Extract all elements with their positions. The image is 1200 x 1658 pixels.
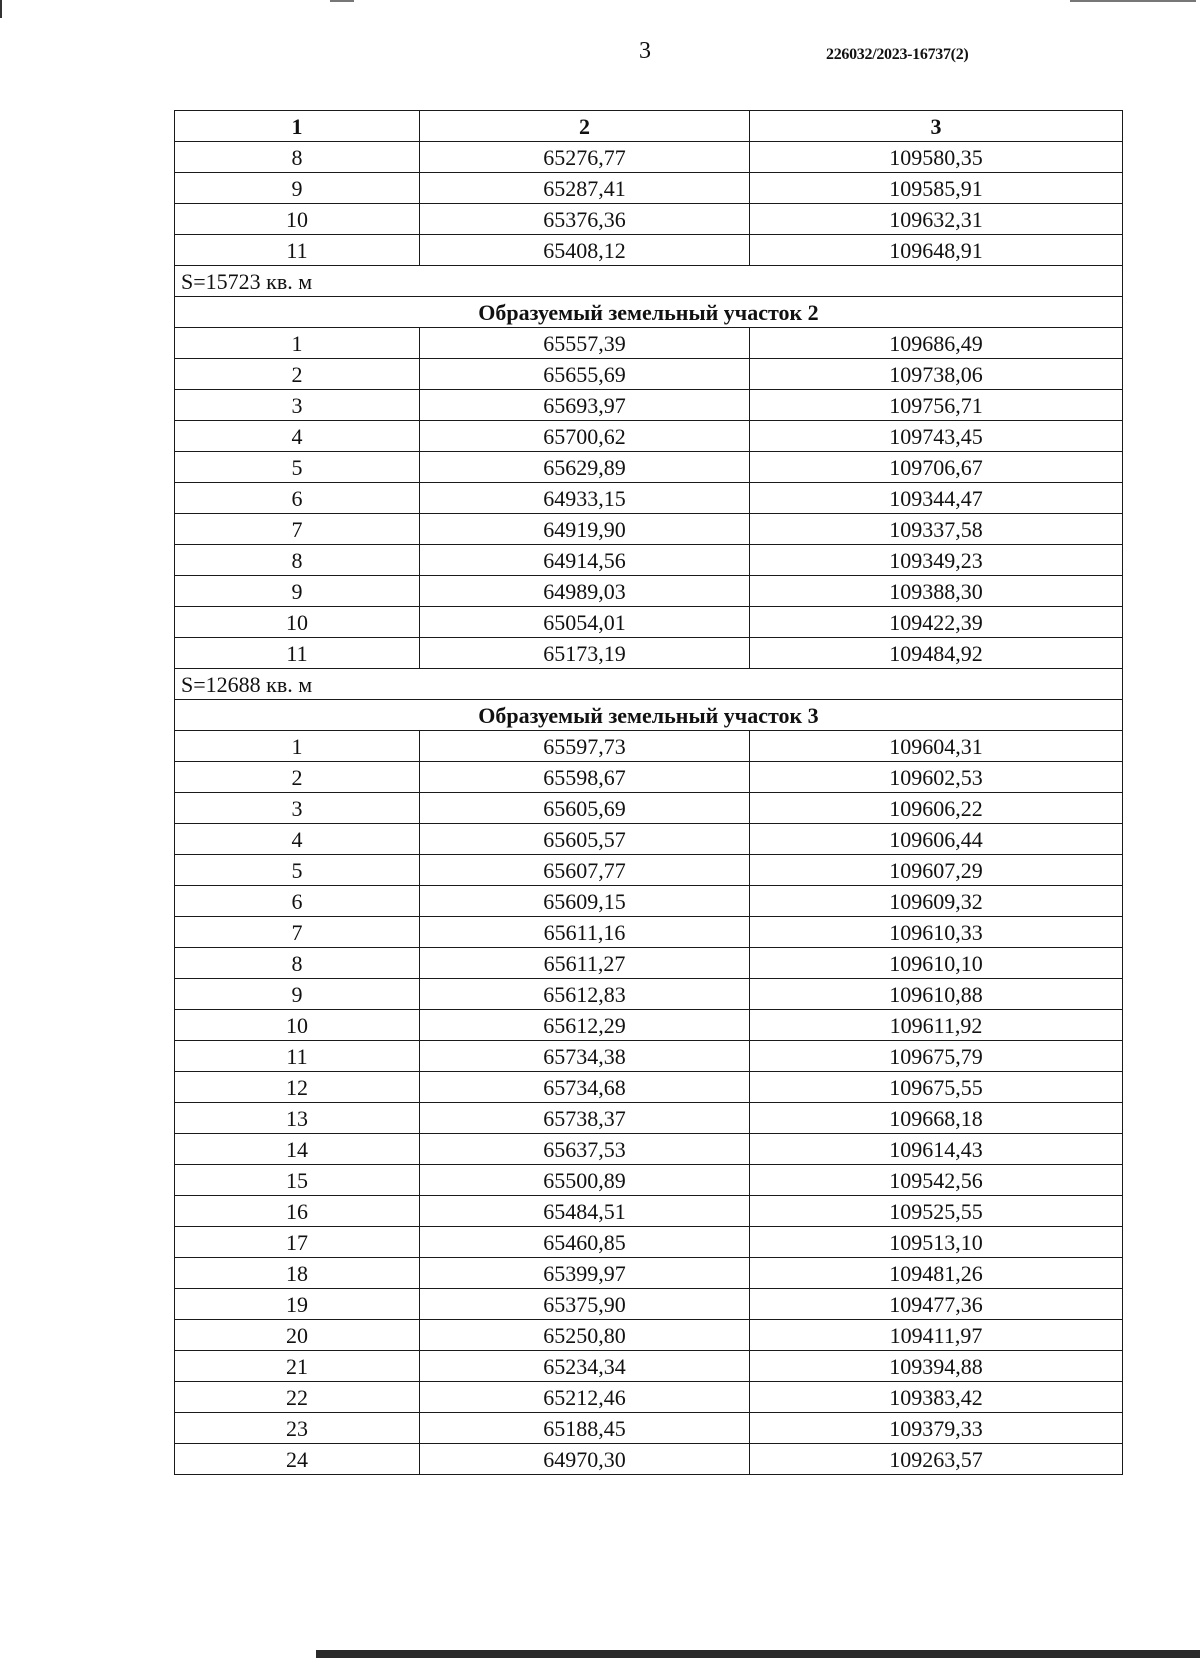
x-coordinate-cell: 65612,29	[420, 1010, 750, 1041]
table-row	[175, 886, 1123, 917]
x-coordinate-cell: 65605,69	[420, 793, 750, 824]
x-coordinate-cell: 65734,38	[420, 1041, 750, 1072]
y-coordinate-cell: 109611,92	[750, 1010, 1123, 1041]
table-row	[175, 1258, 1123, 1289]
table-row	[175, 917, 1123, 948]
point-number-cell: 2	[175, 359, 420, 390]
y-coordinate-cell: 109606,22	[750, 793, 1123, 824]
x-coordinate-cell: 64933,15	[420, 483, 750, 514]
y-coordinate-cell: 109675,79	[750, 1041, 1123, 1072]
x-coordinate-cell: 65734,68	[420, 1072, 750, 1103]
table-row	[175, 421, 1123, 452]
table-row	[175, 452, 1123, 483]
y-coordinate-cell: 109756,71	[750, 390, 1123, 421]
y-coordinate-cell: 109349,23	[750, 545, 1123, 576]
y-coordinate-cell: 109675,55	[750, 1072, 1123, 1103]
y-coordinate-cell: 109648,91	[750, 235, 1123, 266]
page-number: 3	[639, 38, 651, 64]
y-coordinate-cell: 109344,47	[750, 483, 1123, 514]
point-number-cell: 11	[175, 235, 420, 266]
y-coordinate-cell: 109610,33	[750, 917, 1123, 948]
table-row	[175, 235, 1123, 266]
column-header: 1	[175, 111, 420, 142]
point-number-cell: 9	[175, 979, 420, 1010]
y-coordinate-cell: 109668,18	[750, 1103, 1123, 1134]
table-row	[175, 1227, 1123, 1258]
y-coordinate-cell: 109481,26	[750, 1258, 1123, 1289]
table-row	[175, 328, 1123, 359]
table-row	[175, 1165, 1123, 1196]
x-coordinate-cell: 64919,90	[420, 514, 750, 545]
point-number-cell: 7	[175, 917, 420, 948]
y-coordinate-cell: 109604,31	[750, 731, 1123, 762]
point-number-cell: 4	[175, 824, 420, 855]
point-number-cell: 8	[175, 545, 420, 576]
point-number-cell: 10	[175, 607, 420, 638]
table-row	[175, 948, 1123, 979]
point-number-cell: 5	[175, 855, 420, 886]
table-row	[175, 1382, 1123, 1413]
point-number-cell: 1	[175, 731, 420, 762]
point-number-cell: 2	[175, 762, 420, 793]
table-row	[175, 638, 1123, 669]
point-number-cell: 3	[175, 390, 420, 421]
x-coordinate-cell: 64970,30	[420, 1444, 750, 1475]
area-cell: S=15723 кв. м	[175, 266, 1123, 297]
scan-artifact-bottom-bar	[316, 1650, 1200, 1658]
column-header: 2	[420, 111, 750, 142]
y-coordinate-cell: 109379,33	[750, 1413, 1123, 1444]
x-coordinate-cell: 65700,62	[420, 421, 750, 452]
table-row	[175, 514, 1123, 545]
scan-artifact	[0, 0, 2, 18]
point-number-cell: 6	[175, 483, 420, 514]
point-number-cell: 15	[175, 1165, 420, 1196]
table-row	[175, 204, 1123, 235]
x-coordinate-cell: 65212,46	[420, 1382, 750, 1413]
table-row	[175, 483, 1123, 514]
table-row	[175, 793, 1123, 824]
table-row	[175, 762, 1123, 793]
point-number-cell: 20	[175, 1320, 420, 1351]
table-row	[175, 731, 1123, 762]
point-number-cell: 9	[175, 173, 420, 204]
y-coordinate-cell: 109738,06	[750, 359, 1123, 390]
table-row	[175, 1351, 1123, 1382]
point-number-cell: 3	[175, 793, 420, 824]
x-coordinate-cell: 65607,77	[420, 855, 750, 886]
table-row	[175, 1320, 1123, 1351]
table-row	[175, 1103, 1123, 1134]
coordinates-table-container	[174, 110, 1122, 1475]
point-number-cell: 6	[175, 886, 420, 917]
document-id: 226032/2023-16737(2)	[826, 46, 969, 63]
coordinates-table-body	[175, 111, 1123, 1475]
x-coordinate-cell: 65637,53	[420, 1134, 750, 1165]
x-coordinate-cell: 65408,12	[420, 235, 750, 266]
x-coordinate-cell: 65376,36	[420, 204, 750, 235]
y-coordinate-cell: 109706,67	[750, 452, 1123, 483]
x-coordinate-cell: 65738,37	[420, 1103, 750, 1134]
x-coordinate-cell: 65557,39	[420, 328, 750, 359]
scan-artifact	[330, 0, 354, 2]
point-number-cell: 21	[175, 1351, 420, 1382]
point-number-cell: 17	[175, 1227, 420, 1258]
y-coordinate-cell: 109422,39	[750, 607, 1123, 638]
section-heading-cell: Образуемый земельный участок 3	[175, 700, 1123, 731]
point-number-cell: 10	[175, 204, 420, 235]
section-heading-cell: Образуемый земельный участок 2	[175, 297, 1123, 328]
x-coordinate-cell: 64989,03	[420, 576, 750, 607]
y-coordinate-cell: 109411,97	[750, 1320, 1123, 1351]
table-header-row	[175, 111, 1123, 142]
area-cell: S=12688 кв. м	[175, 669, 1123, 700]
point-number-cell: 4	[175, 421, 420, 452]
x-coordinate-cell: 65054,01	[420, 607, 750, 638]
x-coordinate-cell: 65234,34	[420, 1351, 750, 1382]
coordinates-table	[174, 110, 1123, 1475]
y-coordinate-cell: 109542,56	[750, 1165, 1123, 1196]
table-row	[175, 1289, 1123, 1320]
section-heading-row	[175, 297, 1123, 328]
table-row	[175, 1134, 1123, 1165]
table-row	[175, 173, 1123, 204]
x-coordinate-cell: 65655,69	[420, 359, 750, 390]
x-coordinate-cell: 65399,97	[420, 1258, 750, 1289]
y-coordinate-cell: 109585,91	[750, 173, 1123, 204]
point-number-cell: 24	[175, 1444, 420, 1475]
point-number-cell: 11	[175, 638, 420, 669]
y-coordinate-cell: 109580,35	[750, 142, 1123, 173]
table-row	[175, 1196, 1123, 1227]
section-heading-row	[175, 700, 1123, 731]
x-coordinate-cell: 65173,19	[420, 638, 750, 669]
x-coordinate-cell: 65500,89	[420, 1165, 750, 1196]
point-number-cell: 5	[175, 452, 420, 483]
table-row	[175, 545, 1123, 576]
point-number-cell: 8	[175, 948, 420, 979]
point-number-cell: 8	[175, 142, 420, 173]
y-coordinate-cell: 109609,32	[750, 886, 1123, 917]
point-number-cell: 23	[175, 1413, 420, 1444]
table-row	[175, 1010, 1123, 1041]
table-row	[175, 979, 1123, 1010]
y-coordinate-cell: 109632,31	[750, 204, 1123, 235]
y-coordinate-cell: 109610,88	[750, 979, 1123, 1010]
x-coordinate-cell: 65250,80	[420, 1320, 750, 1351]
point-number-cell: 11	[175, 1041, 420, 1072]
x-coordinate-cell: 65598,67	[420, 762, 750, 793]
point-number-cell: 16	[175, 1196, 420, 1227]
y-coordinate-cell: 109614,43	[750, 1134, 1123, 1165]
y-coordinate-cell: 109610,10	[750, 948, 1123, 979]
x-coordinate-cell: 65460,85	[420, 1227, 750, 1258]
x-coordinate-cell: 65375,90	[420, 1289, 750, 1320]
x-coordinate-cell: 65609,15	[420, 886, 750, 917]
point-number-cell: 18	[175, 1258, 420, 1289]
table-row	[175, 576, 1123, 607]
y-coordinate-cell: 109743,45	[750, 421, 1123, 452]
table-row	[175, 824, 1123, 855]
table-row	[175, 359, 1123, 390]
area-row	[175, 669, 1123, 700]
y-coordinate-cell: 109383,42	[750, 1382, 1123, 1413]
x-coordinate-cell: 65287,41	[420, 173, 750, 204]
point-number-cell: 12	[175, 1072, 420, 1103]
x-coordinate-cell: 65484,51	[420, 1196, 750, 1227]
point-number-cell: 14	[175, 1134, 420, 1165]
x-coordinate-cell: 65276,77	[420, 142, 750, 173]
point-number-cell: 9	[175, 576, 420, 607]
table-row	[175, 1041, 1123, 1072]
table-row	[175, 142, 1123, 173]
y-coordinate-cell: 109394,88	[750, 1351, 1123, 1382]
y-coordinate-cell: 109477,36	[750, 1289, 1123, 1320]
table-row	[175, 607, 1123, 638]
point-number-cell: 1	[175, 328, 420, 359]
x-coordinate-cell: 65597,73	[420, 731, 750, 762]
y-coordinate-cell: 109337,58	[750, 514, 1123, 545]
y-coordinate-cell: 109263,57	[750, 1444, 1123, 1475]
x-coordinate-cell: 65188,45	[420, 1413, 750, 1444]
scan-artifact	[1070, 0, 1196, 2]
x-coordinate-cell: 65611,16	[420, 917, 750, 948]
y-coordinate-cell: 109686,49	[750, 328, 1123, 359]
x-coordinate-cell: 65605,57	[420, 824, 750, 855]
x-coordinate-cell: 64914,56	[420, 545, 750, 576]
y-coordinate-cell: 109602,53	[750, 762, 1123, 793]
x-coordinate-cell: 65629,89	[420, 452, 750, 483]
y-coordinate-cell: 109606,44	[750, 824, 1123, 855]
column-header: 3	[750, 111, 1123, 142]
y-coordinate-cell: 109484,92	[750, 638, 1123, 669]
table-row	[175, 855, 1123, 886]
table-row	[175, 1072, 1123, 1103]
x-coordinate-cell: 65611,27	[420, 948, 750, 979]
point-number-cell: 7	[175, 514, 420, 545]
point-number-cell: 13	[175, 1103, 420, 1134]
point-number-cell: 10	[175, 1010, 420, 1041]
y-coordinate-cell: 109607,29	[750, 855, 1123, 886]
x-coordinate-cell: 65693,97	[420, 390, 750, 421]
table-row	[175, 1413, 1123, 1444]
y-coordinate-cell: 109525,55	[750, 1196, 1123, 1227]
point-number-cell: 19	[175, 1289, 420, 1320]
x-coordinate-cell: 65612,83	[420, 979, 750, 1010]
y-coordinate-cell: 109388,30	[750, 576, 1123, 607]
table-row	[175, 390, 1123, 421]
area-row	[175, 266, 1123, 297]
y-coordinate-cell: 109513,10	[750, 1227, 1123, 1258]
point-number-cell: 22	[175, 1382, 420, 1413]
table-row	[175, 1444, 1123, 1475]
